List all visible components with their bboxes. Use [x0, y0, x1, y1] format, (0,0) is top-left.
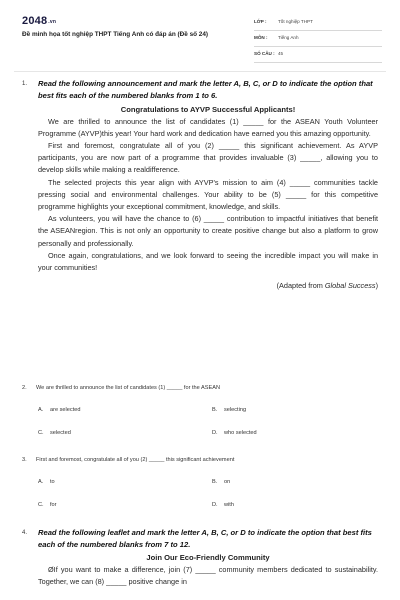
meta-row-class: [254, 15, 382, 31]
option-b[interactable]: B. selecting: [212, 407, 247, 413]
option-a[interactable]: A. are selected: [38, 407, 81, 413]
question-2: [22, 384, 378, 440]
passage-paragraph: The selected projects this year align with AYVP's mission to aim (4) _____ communities tackle pressing social and environmental challenges. Your ability to be (5) _____ for this competitive programme highlights your exceptional commitment, knowledge, and skills.: [38, 177, 378, 212]
meta-row-subject: [254, 31, 382, 47]
meta-row-question-count: [254, 47, 382, 63]
meta-key: LỚP :: [254, 19, 267, 24]
meta-key: SỐ CÂU :: [254, 51, 275, 56]
question-1-header: [22, 78, 378, 103]
option-d[interactable]: D. with: [212, 502, 234, 508]
option-a[interactable]: A. to: [38, 479, 55, 485]
leaflet-passage: [22, 564, 378, 588]
question-1-block: [22, 78, 378, 292]
question-text: 3. First and foremost, congratulate all of you (2) _____ this significant achievement: [22, 457, 235, 463]
page-header: [22, 12, 382, 62]
passage-paragraph: First and foremost, congratulate all of you (2) _____ this significant achievement. As AYVP participants, you are now part of a programme that provides invaluable (3) _____, allowing you to develop skills while making a realdifference.: [38, 141, 378, 175]
question-text: 2. We are thrilled to announce the list of candidates (1) _____ for the ASEAN: [22, 385, 220, 391]
passage-paragraph: We are thrilled to announce the list of candidates (1) _____ for the ASEAN Youth Volunteer Programme (AYVP)this year! Your hard work and dedication have earned you this amazing opportunity.: [38, 116, 378, 138]
announcement-title: Congratulations to AYVP Successful Applicants!: [120, 104, 296, 114]
passage-source: (Adapted from Global Success): [276, 281, 378, 291]
question-instruction: Read the following leaflet and mark the letter A, B, C, or D to indicate the option that best fits each of the numbered blanks from 7 to 12.: [38, 528, 372, 550]
question-number: 1.: [22, 81, 28, 87]
passage-paragraph: ØIf you want to make a difference, join (7) _____ community members dedicated to sustainability. Together, we can (8) _____ positive change in: [38, 564, 378, 586]
option-d[interactable]: D. who selected: [212, 430, 257, 436]
meta-value: Tiếng Anh: [278, 35, 299, 40]
option-c[interactable]: C. selected: [38, 430, 71, 436]
question-number: 4.: [22, 530, 28, 536]
meta-value: Tốt nghiệp THPT: [278, 19, 313, 24]
question-4-header: [22, 527, 378, 552]
document-title: Đề minh họa tốt nghiệp THPT Tiếng Anh có đáp án (Đề số 24): [22, 31, 209, 38]
document-meta: [254, 15, 382, 63]
question-4-block: [22, 527, 378, 588]
question-instruction: Read the following announcement and mark the letter A, B, C, or D to indicate the option that best fits each of the numbered blanks from 1 to 6.: [38, 79, 373, 101]
meta-value: 45: [278, 51, 284, 56]
site-logo[interactable]: 2048.vn: [22, 15, 57, 27]
passage-paragraph: Once again, congratulations, and we look forward to seeing the incredible impact you will make in your communities!: [38, 250, 378, 273]
question-3: [22, 456, 378, 512]
option-b[interactable]: B. on: [212, 479, 231, 485]
meta-key: MÔN :: [254, 35, 268, 40]
header-divider: [14, 71, 386, 72]
passage-paragraph: As volunteers, you will have the chance to (6) _____ contribution to impactful initiatives that benefit the ASEANregion. This is not only an opportunity to create positive change but also a platform to grow personally and professionally.: [38, 214, 378, 248]
leaflet-title: Join Our Eco-Friendly Community: [146, 552, 270, 562]
option-c[interactable]: C. for: [38, 502, 57, 508]
announcement-passage: [22, 116, 378, 293]
